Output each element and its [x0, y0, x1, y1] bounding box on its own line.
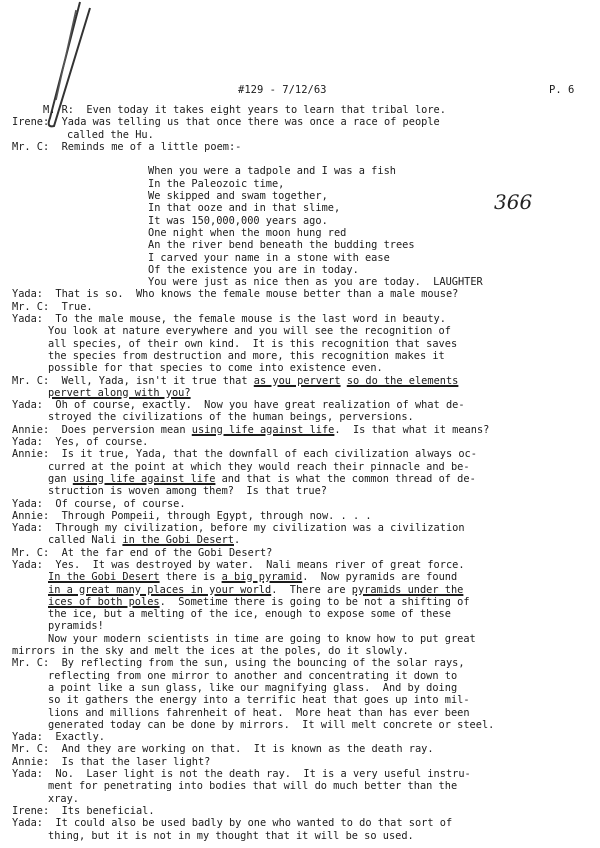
line-text: Mr. C: By reflecting from the sun, using the bouncing of the solar rays,: [12, 657, 465, 670]
transcript-line: [0, 325, 600, 337]
transcript-line: [0, 522, 600, 534]
transcript-line: [0, 165, 600, 177]
transcript-line: [0, 534, 600, 546]
line-text: Of the existence you are in today.: [148, 263, 359, 276]
underlined-phrase: pyramids under the: [351, 583, 464, 596]
underlined-phrase: using life against life: [191, 423, 335, 436]
transcript-line: [0, 338, 600, 350]
transcript-line: [0, 547, 600, 559]
transcript-line: [0, 448, 600, 460]
line-text: mirrors in the sky and melt the ices at the poles, do it slowly.: [12, 645, 409, 658]
line-text: In that ooze and in that slime,: [148, 202, 341, 215]
line-text: Mr. C: And they are working on that. It is known as the death ray.: [12, 743, 434, 756]
line-text: . Is that what it means?: [334, 423, 490, 436]
transcript-line: [0, 559, 600, 571]
line-text: the ice, but a melting of the ice, enough to expose some of these: [48, 608, 451, 621]
underlined-phrase: a big pyramid: [221, 571, 303, 584]
line-text: Yada: Exactly.: [12, 731, 105, 744]
line-text: Mr. C: Well, Yada, isn't it true that: [12, 374, 254, 387]
transcript-line: [0, 682, 600, 694]
line-text: all species, of their own kind. It is this recognition that saves: [48, 337, 458, 350]
line-text: Yada: Yes, of course.: [12, 436, 149, 449]
transcript-line: [0, 510, 600, 522]
transcript-line: [0, 288, 600, 300]
line-text: ment for penetrating into bodies that will do much better than the: [48, 780, 458, 793]
transcript-line: [0, 793, 600, 805]
line-text: Annie: Does perversion mean: [12, 423, 192, 436]
transcript-line: [0, 719, 600, 731]
handwritten-page-number: 366: [494, 190, 533, 214]
page-header: [0, 84, 600, 98]
line-text: In the Paleozoic time,: [148, 177, 285, 190]
page-number: P. 6: [549, 84, 575, 96]
transcript-line: [0, 498, 600, 510]
transcript-line: [0, 313, 600, 325]
transcript-line: [0, 584, 600, 596]
transcript-body: [0, 104, 600, 842]
line-text: so it gathers the energy into a terrific heat that goes up into mil-: [48, 694, 470, 707]
line-text: xray.: [48, 792, 79, 805]
line-text: Now your modern scientists in time are going to know how to put great: [48, 632, 476, 645]
line-text: Yada: Oh of course, exactly. Now you have great realization of what de-: [12, 399, 465, 412]
line-text: An the river bend beneath the budding trees: [148, 239, 415, 252]
transcript-line: [0, 485, 600, 497]
transcript-line: [0, 227, 600, 239]
transcript-line: [0, 633, 600, 645]
transcript-line: [0, 387, 600, 399]
line-text: .: [234, 534, 241, 547]
line-text: You look at nature everywhere and you will see the recognition of: [48, 325, 451, 338]
transcript-line: [0, 645, 600, 657]
line-text: curred at the point at which they would reach their pinnacle and be-: [48, 460, 470, 473]
transcript-line: [0, 411, 600, 423]
transcript-line: [0, 731, 600, 743]
transcript-line: [0, 202, 600, 214]
transcript-line: [0, 436, 600, 448]
line-text: Mr. C: Reminds me of a little poem:-: [12, 140, 242, 153]
transcript-line: [0, 252, 600, 264]
line-text: stroyed the civilizations of the human beings, perversions.: [48, 411, 414, 424]
line-text: pyramids!: [48, 620, 104, 633]
line-text: the species from destruction and more, this recognition makes it: [48, 349, 445, 362]
line-text: lions and millions fahrenheit of heat. More heat than has ever been: [48, 706, 470, 719]
line-text: thing, but it is not in my thought that it will be so used.: [48, 829, 414, 842]
line-text: Yada: Of course, of course.: [12, 497, 186, 510]
transcript-line: [0, 190, 600, 202]
line-text: Yada: To the male mouse, the female mouse is the last word in beauty.: [12, 313, 446, 326]
transcript-line: [0, 153, 600, 165]
line-text: . There are: [271, 583, 352, 596]
line-text: When you were a tadpole and I was a fish: [148, 165, 396, 178]
transcript-line: [0, 694, 600, 706]
transcript-line: [0, 239, 600, 251]
line-text: struction is woven among them? Is that true?: [48, 485, 327, 498]
transcript-line: [0, 129, 600, 141]
transcript-line: [0, 620, 600, 632]
line-text: It was 150,000,000 years ago.: [148, 214, 328, 227]
line-text: Annie: Is that the laser light?: [12, 755, 211, 768]
underlined-phrase: in the Gobi Desert: [122, 534, 234, 547]
line-text: Mr. C: True.: [12, 300, 93, 313]
underlined-phrase: using life against life: [72, 472, 216, 485]
line-text: Mr. C: At the far end of the Gobi Desert?: [12, 546, 273, 559]
line-text: One night when the moon hung red: [148, 226, 347, 239]
transcript-line: [0, 670, 600, 682]
line-text: there is: [159, 571, 222, 584]
transcript-line: [0, 707, 600, 719]
line-text: generated today can be done by mirrors. It will melt concrete or steel.: [48, 718, 495, 731]
transcript-line: [0, 104, 600, 116]
line-text: Annie: Is it true, Yada, that the downfall of each civilization always oc-: [12, 448, 477, 461]
line-text: You were just as nice then as you are today. LAUGHTER: [148, 276, 483, 289]
transcript-line: [0, 657, 600, 669]
transcript-line: [0, 301, 600, 313]
transcript-line: [0, 178, 600, 190]
line-text: called the Hu.: [67, 128, 154, 141]
line-text: gan: [48, 472, 73, 485]
transcript-line: [0, 141, 600, 153]
transcript-line: [0, 805, 600, 817]
transcript-line: [0, 596, 600, 608]
transcript-line: [0, 362, 600, 374]
underlined-phrase: in a great many places in your world: [48, 583, 272, 596]
line-text: Irene: Its beneficial.: [12, 804, 155, 817]
transcript-line: [0, 817, 600, 829]
transcript-line: [0, 780, 600, 792]
transcript-line: [0, 399, 600, 411]
line-text: . Now pyramids are found: [302, 571, 458, 584]
transcript-line: [0, 756, 600, 768]
line-text: We skipped and swam together,: [148, 190, 328, 203]
line-text: possible for that species to come into existence even.: [48, 362, 383, 375]
underlined-phrase: pervert along with you?: [48, 386, 191, 399]
line-text: Yada: It could also be used badly by one who wanted to do that sort of: [12, 817, 453, 830]
line-text: and that is what the common thread of de-: [215, 472, 476, 485]
underlined-phrase: In the Gobi Desert: [48, 571, 160, 584]
transcript-line: [0, 830, 600, 842]
transcript-line: [0, 215, 600, 227]
line-text: reflecting from one mirror to another and concentrating it down to: [48, 669, 458, 682]
line-text: Yada: That is so. Who knows the female mouse better than a male mouse?: [12, 288, 459, 301]
line-text: Irene: Yada was telling us that once there was once a race of people: [12, 116, 440, 129]
line-text: Yada: No. Laser light is not the death ray. It is a very useful instru-: [12, 768, 471, 781]
transcript-line: [0, 116, 600, 128]
transcript-line: [0, 768, 600, 780]
line-text: called Nali: [48, 534, 123, 547]
line-text: a point like a sun glass, like our magnifying glass. And by doing: [48, 681, 458, 694]
underlined-phrase: so do the elements: [346, 374, 459, 387]
line-text: M. R: Even today it takes eight years to learn that tribal lore.: [43, 104, 446, 116]
transcript-line: [0, 743, 600, 755]
transcript-line: [0, 375, 600, 387]
transcript-line: [0, 473, 600, 485]
transcript-line: [0, 608, 600, 620]
transcript-line: [0, 461, 600, 473]
transcript-line: [0, 571, 600, 583]
transcript-line: [0, 424, 600, 436]
line-text: I carved your name in a stone with ease: [148, 251, 390, 264]
line-text: Yada: Through my civilization, before my civilization was a civilization: [12, 522, 465, 535]
transcript-line: [0, 276, 600, 288]
line-text: Annie: Through Pompeii, through Egypt, through now. . . .: [12, 509, 372, 522]
session-id-date: #129 - 7/12/63: [238, 84, 327, 96]
transcript-line: [0, 350, 600, 362]
underlined-phrase: as you pervert: [253, 374, 341, 387]
transcript-line: [0, 264, 600, 276]
line-text: . Sometime there is going to be not a shifting of: [159, 595, 470, 608]
underlined-phrase: ices of both poles: [48, 595, 160, 608]
line-text: Yada: Yes. It was destroyed by water. Nali means river of great force.: [12, 558, 465, 571]
